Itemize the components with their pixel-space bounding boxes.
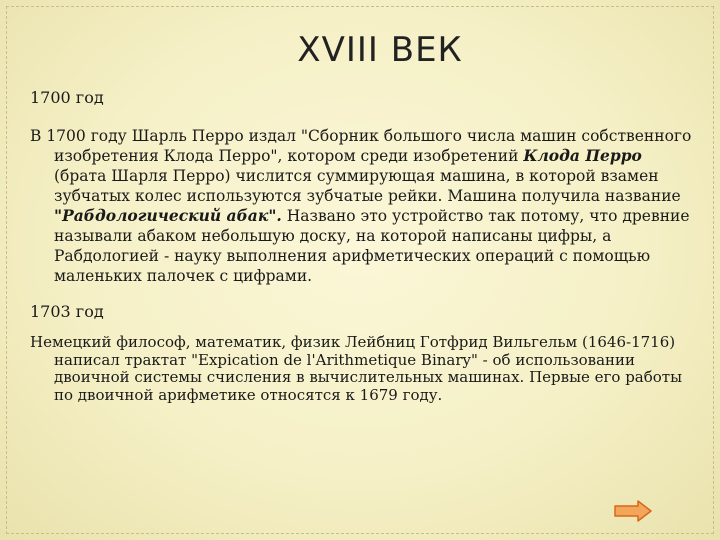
paragraph-perrault-text-2: (брата Шарля Перро) числится суммирующая машина, в которой взамен зубчатых колес используются зубчатые рейки. Машина получила название — [54, 167, 681, 205]
slide-content — [30, 88, 698, 420]
next-slide-button[interactable] — [614, 500, 652, 522]
rabdology-abacus-title: "Рабдологический абак". — [54, 206, 282, 225]
claude-perrault-name: Клода Перро — [523, 146, 642, 165]
year-heading-1703: 1703 год — [30, 302, 104, 321]
paragraph-leibniz: Немецкий философ, математик, физик Лейбниц Готфрид Вильгельм (1646-1716) написал трактат "Expication de l'Arithmetique Binary" - об использовании двоичной системы счисления в вычислительных машинах. Первые его работы по двоичной арифметике относятся к 1679 году. — [30, 333, 683, 404]
paragraph-perrault-text-3: Названо это устройство так потому, что древние называли абаком небольшую доску, на которой написаны цифры, а Рабдологией - науку выполнения арифметических операций с помощью маленьких палочек с цифрами. — [54, 207, 690, 285]
arrow-right-icon — [614, 500, 652, 522]
year-heading-1700: 1700 год — [30, 88, 104, 107]
paragraph-perrault-text-1: В 1700 году Шарль Перро издал "Сборник большого числа машин собственного изобретения Клода Перро", котором среди изобретений — [30, 127, 692, 165]
paragraph-perrault — [30, 126, 698, 286]
slide-title: XVIII ВЕК — [297, 30, 463, 70]
